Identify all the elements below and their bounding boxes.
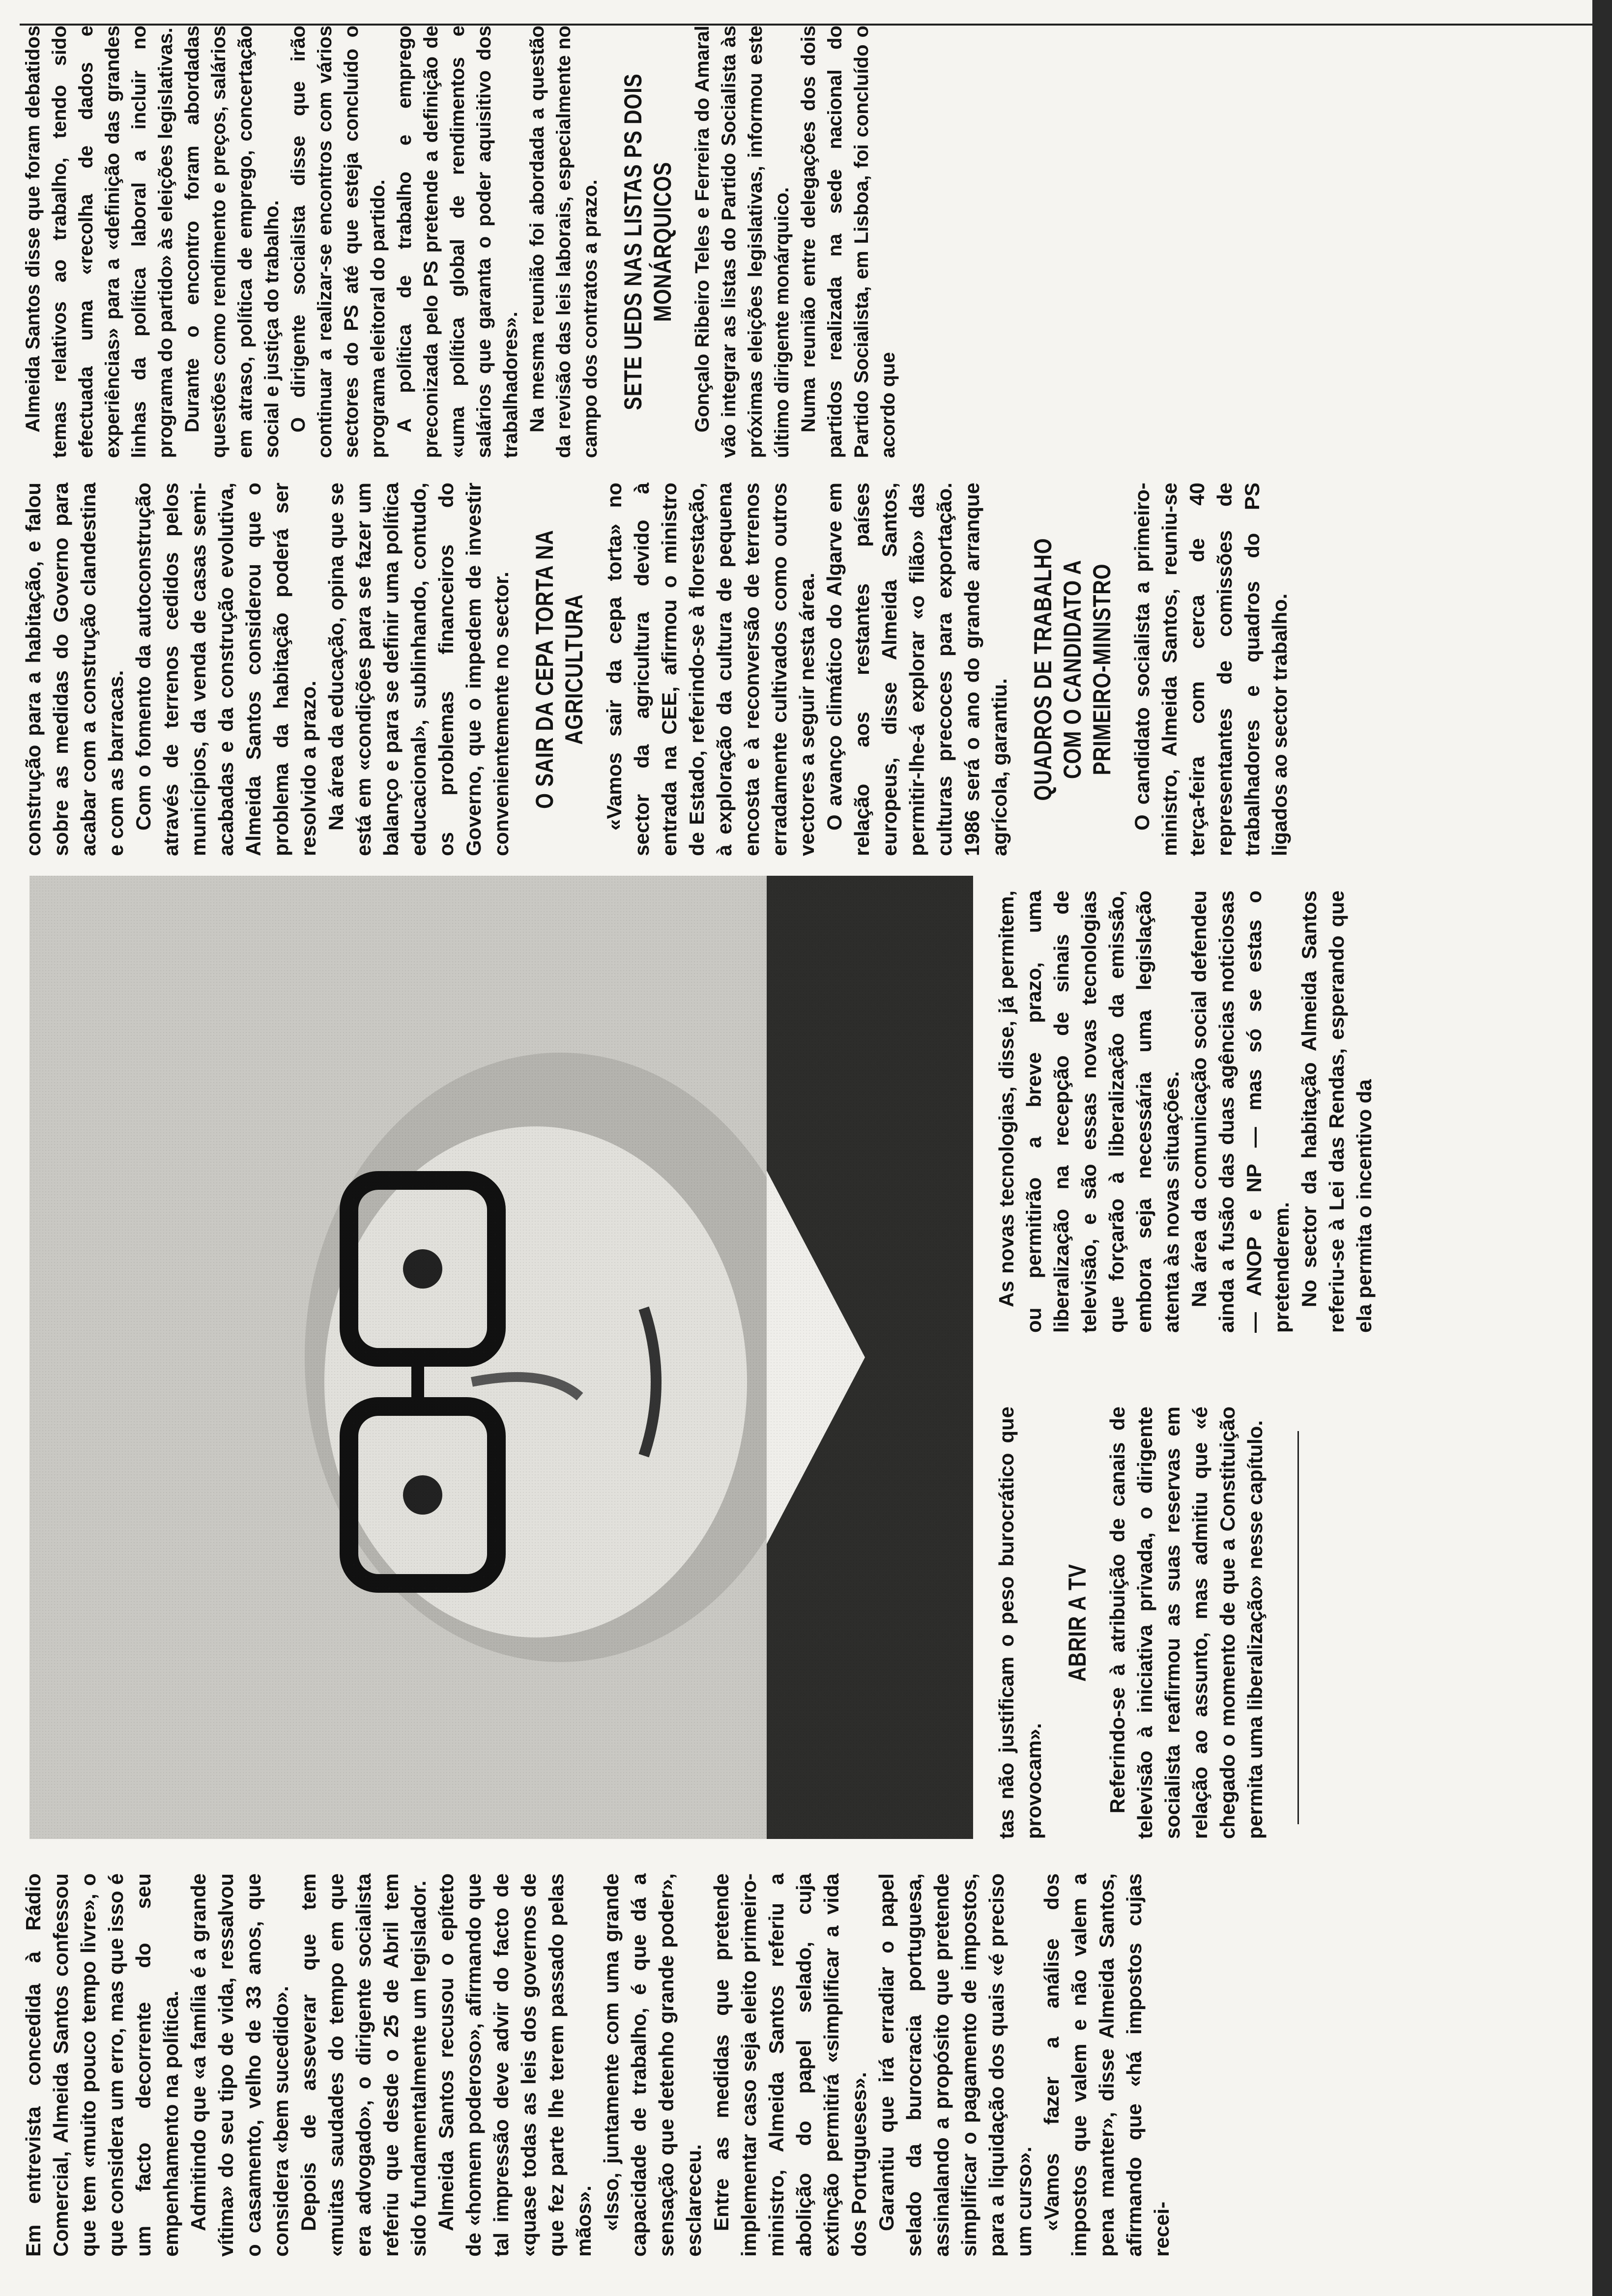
paragraph: Almeida Santos recusou o epíteto de «homem poderoso», afirmando que tal impressão deve advir do facto de «quase todas as leis dos governos de que fez parte lhe terem passado pelas mãos». (434, 1873, 595, 2257)
heading-sete-ueds: SETE UEDS NAS LISTAS PS DOIS MONÁRQUICOS (619, 73, 676, 410)
column-4 (20, 483, 1294, 856)
heading-abrir-tv: ABRIR A TV (1064, 1564, 1091, 1682)
column-divider (20, 24, 1592, 26)
paragraph: Gonçalo Ribeiro Teles e Ferreira do Amaral vão integrar as listas do Partido Socialista às próximas eleições legislativas, informou este último dirigente monárquico. (691, 26, 793, 458)
column-6 (1081, 10, 1592, 20)
paragraph: A política de trabalho e emprego preconizada pelo PS pretende a definição de «uma política global de rendimentos e salários que garanta o poder aquisitivo dos trabalhadores». (394, 26, 521, 458)
paragraph: construção para a habitação, e falou sobre as medidas do Governo para acabar com a construção clandestina e com as barracas. (22, 483, 127, 856)
paragraph: Na mesma reunião foi abordada a questão da revisão das leis laborais, especialmente no campo dos contratos a prazo. (526, 26, 601, 458)
column-1 (20, 1873, 1176, 2257)
paragraph: O avanço climático do Algarve em relação aos restantes países europeus, disse Almeida Santos, permitir-lhe-á explorar «o filão» das culturas precoces para exportação. 1986 será o ano do grande arranque agrícola, garantiu. (823, 483, 1011, 856)
paragraph: Depois de asseverar que tem «muitas saudades do tempo em que era advogado», o dirigente socialista referiu que desde o 25 de Abril tem sido fundamentalmente um legislador. (297, 1873, 430, 2257)
paragraph: Numa reunião entre delegações dos dois partidos realizada na sede nacional do Partido Socialista, em Lisboa, foi concluído o acordo que (798, 26, 899, 458)
paragraph: Durante o encontro foram abordadas questões como rendimento e preços, salários em atraso, política de emprego, concertação social e justiça do trabalho. (181, 26, 283, 458)
column-2 (993, 1406, 1269, 1839)
paragraph: Na área da educação, opina que se está em «condições para se fazer um balanço e para se definir uma política educacional», sublinhando, contudo, os problemas financeiros do Governo, que o impedem de investir convenientemente no sector. (324, 483, 513, 856)
paragraph: Com o fomento da autoconstrução através de terrenos cedidos pelos municípios, da venda de casas semi-acabadas e da construção evolutiva, Almeida Santos considerou que o problema da habitação poderá ser resolvido a prazo. (132, 483, 320, 856)
paragraph: Admitindo que «a família é a grande vítima» do seu tipo de vida, ressalvou o casamento, velho de 33 anos, que considera «bem sucedido». (187, 1873, 292, 2257)
paragraph: O candidato socialista a primeiro-ministro, Almeida Santos, reuniu-se terça-feira com cerca de 40 representantes de comissões de trabalhadores e quadros do PS ligados ao sector trabalho. (1130, 483, 1291, 856)
paragraph: Entre as medidas que pretende implementar caso seja eleito primeiro-ministro, Almeida Santos referiu a abolição do papel selado, cuja extinção permitirá «simplificar a vida dos Portugueses». (710, 1873, 870, 2257)
paragraph: Garantiu que irá erradiar o papel selado da burocracia portuguesa, assinalando a propósito que pretende simplificar o pagamento de impostos, para a liquidação dos quais «é preciso um curso». (875, 1873, 1036, 2257)
paragraph: Almeida Santos disse que foram debatidos temas relativos ao trabalho, tendo sido efectuada uma «recolha de dados e experiências» para a «definição das grandes linhas da política laboral a incluir no programa do partido» às eleições legislativas. (22, 26, 176, 458)
heading-quadros: QUADROS DE TRABALHO COM O CANDIDATO A PRIMEIRO-MINISTRO (1029, 538, 1116, 801)
paragraph: No sector da habitação Almeida Santos referiu-se à Lei das Rendas, esperando que ela permita o incentivo da (1297, 890, 1376, 1333)
paragraph: Em entrevista concedida à Rádio Comercial, Almeida Santos confessou que tem «muito pouco tempo livre», o que considera um erro, mas que isso é um facto decorrente do seu empenhamento na política. (22, 1873, 182, 2257)
portrait-photo (29, 876, 973, 1839)
paragraph: «Vamos sair da cepa torta» no sector da agricultura devido à entrada na CEE, afirmou o ministro de Estado, referindo-se à florestação, à exploração da cultura de pequena encosta e à reconversão de terrenos erradamente cultivados como outros vectores a seguir nesta área. (603, 483, 818, 856)
column-3 (993, 890, 1378, 1333)
paragraph: tas não justificam o peso burocrático que provocam». (995, 1406, 1045, 1839)
scan-edge (1592, 0, 1612, 2296)
paragraph: Referindo-se à atribuição de canais de televisão à iniciativa privada, o dirigente socialista reafirmou as suas reservas em relação ao assunto, mas admitiu que «é chegado o momento de que a Constituição permita uma liberalização» nesse capítulo. (1106, 1406, 1267, 1839)
paragraph: «Isso, juntamente com uma grande capacidade de trabalho, é que dá a sensação que detenho grande poder», esclareceu. (600, 1873, 705, 2257)
halftone-overlay (29, 876, 973, 1839)
column-rule (1297, 1431, 1299, 1824)
paragraph: Na área da comunicação social defendeu ainda a fusão das duas agências noticiosas — ANOP e NP — mas só se estas o pretenderem. (1187, 890, 1293, 1333)
paragraph: O dirigente socialista disse que irão continuar a realizar-se encontros com vários sectores do PS até que esteja concluído o programa eleitoral do partido. (288, 26, 389, 458)
heading-agricultura: O SAIR DA CEPA TORTA NA AGRICULTURA (531, 530, 588, 809)
paragraph: «Vamos fazer a análise dos impostos que valem e não valem a pena manter», disse Almeida Santos, afirmando que «há impostos cujas recei- (1040, 1873, 1173, 2257)
column-5-text (20, 26, 901, 458)
paragraph: As novas tecnologias, disse, já permitem, ou permitirão a breve prazo, uma liberalização na recepção de sinais de televisão, e são essas novas tecnologias que forçarão à liberalização da emissão, embora seja necessária uma legislação atenta às novas situações. (995, 890, 1183, 1333)
